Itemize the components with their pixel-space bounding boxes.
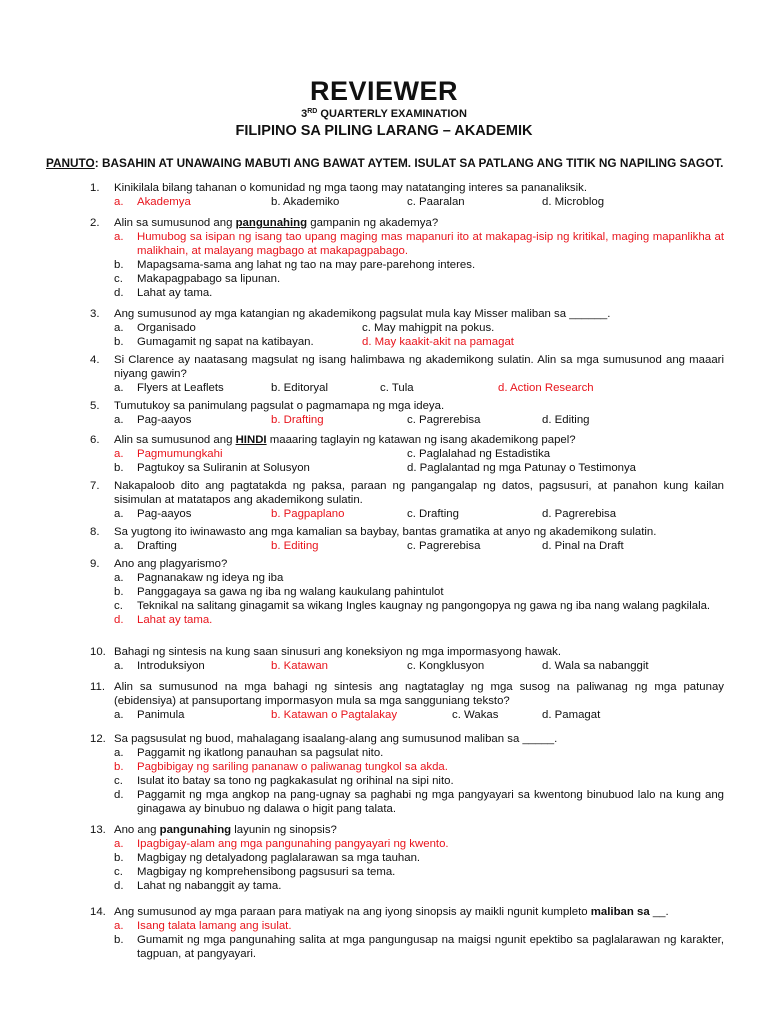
question-7 bbox=[0, 479, 768, 521]
option-a: a. Panimula bbox=[114, 709, 185, 721]
question-text: Tumutukoy sa panimulang pagsulat o pagmamapa ng mga ideya. bbox=[114, 400, 445, 412]
question-number: 10. bbox=[90, 646, 106, 658]
question-text: Ano ang plagyarismo? bbox=[114, 558, 228, 570]
question-number: 6. bbox=[90, 434, 100, 446]
question-number: 12. bbox=[90, 733, 106, 745]
option-a: a. Drafting bbox=[114, 540, 177, 552]
option-b: b. Magbigay ng detalyadong paglalarawan sa mga tauhan. bbox=[114, 852, 421, 864]
option-d: d. Lahat ng nabanggit ay tama. bbox=[114, 880, 282, 892]
exam-name: QUARTERLY EXAMINATION bbox=[317, 108, 467, 120]
question-text: Sa pagsusulat ng buod, mahalagang isaalang-alang ang sumusunod maliban sa _____. bbox=[114, 733, 558, 745]
question-emphasis: pangunahing bbox=[159, 824, 232, 836]
question-2: 2. Alin sa sumusunod ang pangunahing gampanin ng akademya? a. Humubog sa isipan ng isang tao upang maging mas mapanuri ito at makapag-isip ng kritikal, maging mapanlikha at malikhain, at malayang magbago at makapagpabago. b. Mapagsama-sama ang lahat ng tao na may pare-parehong interes. c. Makapagpabago sa lipunan. d. Lahat ay tama. bbox=[0, 216, 768, 300]
option-d: d. Paggamit ng mga angkop na pang-ugnay sa paghabi ng mga pangyayari sa kwentong binubuod lalo na kung ang ginagawa ay binubuo ng dalawa o higit pang talata. bbox=[114, 789, 724, 815]
question-emphasis: HINDI bbox=[235, 434, 267, 446]
instructions-label: PANUTO bbox=[46, 156, 95, 170]
option-b: b. Pagpaplano bbox=[271, 508, 345, 520]
question-number: 11. bbox=[90, 681, 105, 693]
question-11 bbox=[0, 680, 768, 722]
question-emphasis: maliban sa bbox=[590, 906, 650, 918]
option-b: b. Editoryal bbox=[271, 382, 328, 394]
option-b: b. Katawan o Pagtalakay bbox=[271, 709, 398, 721]
option-b: b. Katawan bbox=[271, 660, 328, 672]
question-emphasis: pangunahing bbox=[235, 217, 308, 229]
option-b: b. Pagbibigay ng sariling pananaw o paliwanag tungkol sa akda. bbox=[114, 761, 448, 773]
question-12 bbox=[0, 732, 768, 816]
subject-title: FILIPINO SA PILING LARANG – AKADEMIK bbox=[235, 123, 533, 139]
question-text: Si Clarence ay naatasang magsulat ng isang halimbawa ng akademikong sulatin. Alin sa mga sumusunod ang maaari niyang gawin? bbox=[114, 354, 724, 380]
question-13: 13. Ano ang pangunahing layunin ng sinopsis? a. Ipagbigay-alam ang mga pangunahing pangyayari ng kwento. b. Magbigay ng detalyadong paglalarawan sa mga tauhan. c. Magbigay ng komprehensibong pagsusuri sa tema. d. Lahat ng nabanggit ay tama. bbox=[0, 823, 768, 893]
option-c: c. Kongklusyon bbox=[407, 660, 485, 672]
option-c: c. Magbigay ng komprehensibong pagsusuri sa tema. bbox=[114, 866, 396, 878]
option-c: c. May mahigpit na pokus. bbox=[362, 322, 495, 334]
question-text: Alin sa sumusunod na mga bahagi ng sintesis ang nagtataglay ng mga susog na paliwanag ng mga patunay (ebidensiya) at pansuportang impormasyon mula sa mga sangguniang teksto? bbox=[114, 681, 724, 707]
option-d: d. Pagrerebisa bbox=[542, 508, 617, 520]
option-a: a. Introduksiyon bbox=[114, 660, 205, 672]
question-3 bbox=[0, 307, 768, 349]
option-a: a. Ipagbigay-alam ang mga pangunahing pangyayari ng kwento. bbox=[114, 838, 449, 850]
exam-label bbox=[0, 108, 768, 120]
question-text: Nakapaloob dito ang pagtatakda ng paksa, paraan ng pangangalap ng datos, pagsusuri, at panahon kung kailan sisimulan at matatapos ang akademikong sulatin. bbox=[114, 480, 724, 506]
question-number: 1. bbox=[90, 182, 100, 194]
question-text: Kinikilala bilang tahanan o komunidad ng mga taong may natatanging interes sa pananaliksik. bbox=[114, 182, 588, 194]
option-d: d. Lahat ay tama. bbox=[114, 287, 213, 299]
option-c: c. Makapagpabago sa lipunan. bbox=[114, 273, 281, 285]
question-9 bbox=[0, 557, 768, 627]
option-c: c. Paglalahad ng Estadistika bbox=[407, 448, 551, 460]
question-number: 4. bbox=[90, 354, 100, 366]
option-a: a. Paggamit ng ikatlong panauhan sa pagsulat nito. bbox=[114, 747, 384, 759]
question-number: 5. bbox=[90, 400, 100, 412]
question-14: 14. Ang sumusunod ay mga paraan para matiyak na ang iyong sinopsis ay maikli ngunit kumpleto maliban sa __. a. Isang talata lamang ang isulat. b. Gumamit ng mga pangunahing salita at mga pangungusap na maigsi ngunit epektibo sa paglalarawan ng karakter, tagpuan, at pangyayari. bbox=[0, 905, 768, 961]
option-d: d. May kaakit-akit na pamagat bbox=[362, 336, 514, 348]
question-text: Bahagi ng sintesis na kung saan sinusuri ang koneksiyon ng mga impormasyong hawak. bbox=[114, 646, 562, 658]
question-number: 3. bbox=[90, 308, 100, 320]
question-1 bbox=[0, 181, 768, 209]
option-a: a. Flyers at Leaflets bbox=[114, 382, 224, 394]
option-a: a. Akademya bbox=[114, 196, 191, 208]
option-a: a. Isang talata lamang ang isulat. bbox=[114, 920, 292, 932]
option-d: d. Wala sa nabanggit bbox=[542, 660, 649, 672]
question-number: 9. bbox=[90, 558, 100, 570]
question-4 bbox=[0, 353, 768, 395]
question-number: 7. bbox=[90, 480, 100, 492]
option-c: c. Teknikal na salitang ginagamit sa wikang Ingles kaugnay ng pangongopya ng gawa ng iba nang walang pagkilala. bbox=[114, 600, 711, 612]
option-c: c. Isulat ito batay sa tono ng pagkakasulat ng orihinal na sipi nito. bbox=[114, 775, 454, 787]
question-number: 2. bbox=[90, 217, 100, 229]
page-title: REVIEWER bbox=[309, 76, 459, 106]
option-c: c. Drafting bbox=[407, 508, 459, 520]
option-c: c. Wakas bbox=[452, 709, 499, 721]
option-a: a. Pag-aayos bbox=[114, 414, 192, 426]
instructions-text: : BASAHIN AT UNAWAING MABUTI ANG BAWAT AYTEM. ISULAT SA PATLANG ANG TITIK NG NAPILING SAGOT. bbox=[94, 156, 724, 170]
option-b: b. Gumagamit ng sapat na katibayan. bbox=[114, 336, 314, 348]
question-number: 8. bbox=[90, 526, 100, 538]
option-b: b. Akademiko bbox=[271, 196, 340, 208]
option-b: b. Gumamit ng mga pangunahing salita at mga pangungusap na maigsi ngunit epektibo sa paglalarawan ng karakter, tagpuan, at pangyayari. bbox=[114, 934, 724, 960]
option-c: c. Tula bbox=[380, 382, 414, 394]
question-number: 13. bbox=[90, 824, 106, 836]
option-b: b. Drafting bbox=[271, 414, 324, 426]
option-a: a. Organisado bbox=[114, 322, 196, 334]
option-d: d. Microblog bbox=[542, 196, 605, 208]
question-10 bbox=[0, 645, 768, 673]
option-c: c. Pagrerebisa bbox=[407, 414, 481, 426]
option-d: d. Pamagat bbox=[542, 709, 601, 721]
option-b: b. Panggagaya sa gawa ng iba ng walang kaukulang pahintulot bbox=[114, 586, 444, 598]
question-5 bbox=[0, 399, 768, 427]
question-text: Sa yugtong ito iwinawasto ang mga kamalian sa baybay, bantas gramatika at anyo ng akademikong sulatin. bbox=[114, 526, 657, 538]
option-d: d. Lahat ay tama. bbox=[114, 614, 213, 626]
option-a: a. Pagmumungkahi bbox=[114, 448, 223, 460]
option-b: b. Editing bbox=[271, 540, 319, 552]
option-d: d. Action Research bbox=[498, 382, 594, 394]
option-b: b. Pagtukoy sa Suliranin at Solusyon bbox=[114, 462, 310, 474]
exam-number: 3 bbox=[301, 108, 308, 120]
question-8 bbox=[0, 525, 768, 553]
option-d: d. Pinal na Draft bbox=[542, 540, 624, 552]
option-d: d. Paglalantad ng mga Patunay o Testimonya bbox=[407, 462, 637, 474]
question-6: 6. Alin sa sumusunod ang HINDI maaaring taglayin ng katawan ng isang akademikong papel? a. Pagmumungkahi c. Paglalahad ng Estadistika b. Pagtukoy sa Suliranin at Solusyon d. Paglalantad ng mga Patunay o Testimonya bbox=[90, 434, 637, 474]
question-number: 14. bbox=[90, 906, 106, 918]
option-c: c. Paaralan bbox=[407, 196, 465, 208]
option-c: c. Pagrerebisa bbox=[407, 540, 481, 552]
option-b: b. Mapagsama-sama ang lahat ng tao na may pare-parehong interes. bbox=[114, 259, 476, 271]
option-d: d. Editing bbox=[542, 414, 590, 426]
option-a: a. Humubog sa isipan ng isang tao upang maging mas mapanuri ito at makapag-isip ng kritikal, maging mapanlikha at malikhain, at malayang magbago at makapagpabago. bbox=[114, 231, 724, 257]
instructions bbox=[46, 156, 736, 170]
question-text: Ang sumusunod ay mga katangian ng akademikong pagsulat mula kay Misser maliban sa ______. bbox=[114, 308, 611, 320]
option-a: a. Pagnanakaw ng ideya ng iba bbox=[114, 572, 284, 584]
exam-ordinal: RD bbox=[307, 108, 318, 115]
option-a: a. Pag-aayos bbox=[114, 508, 192, 520]
